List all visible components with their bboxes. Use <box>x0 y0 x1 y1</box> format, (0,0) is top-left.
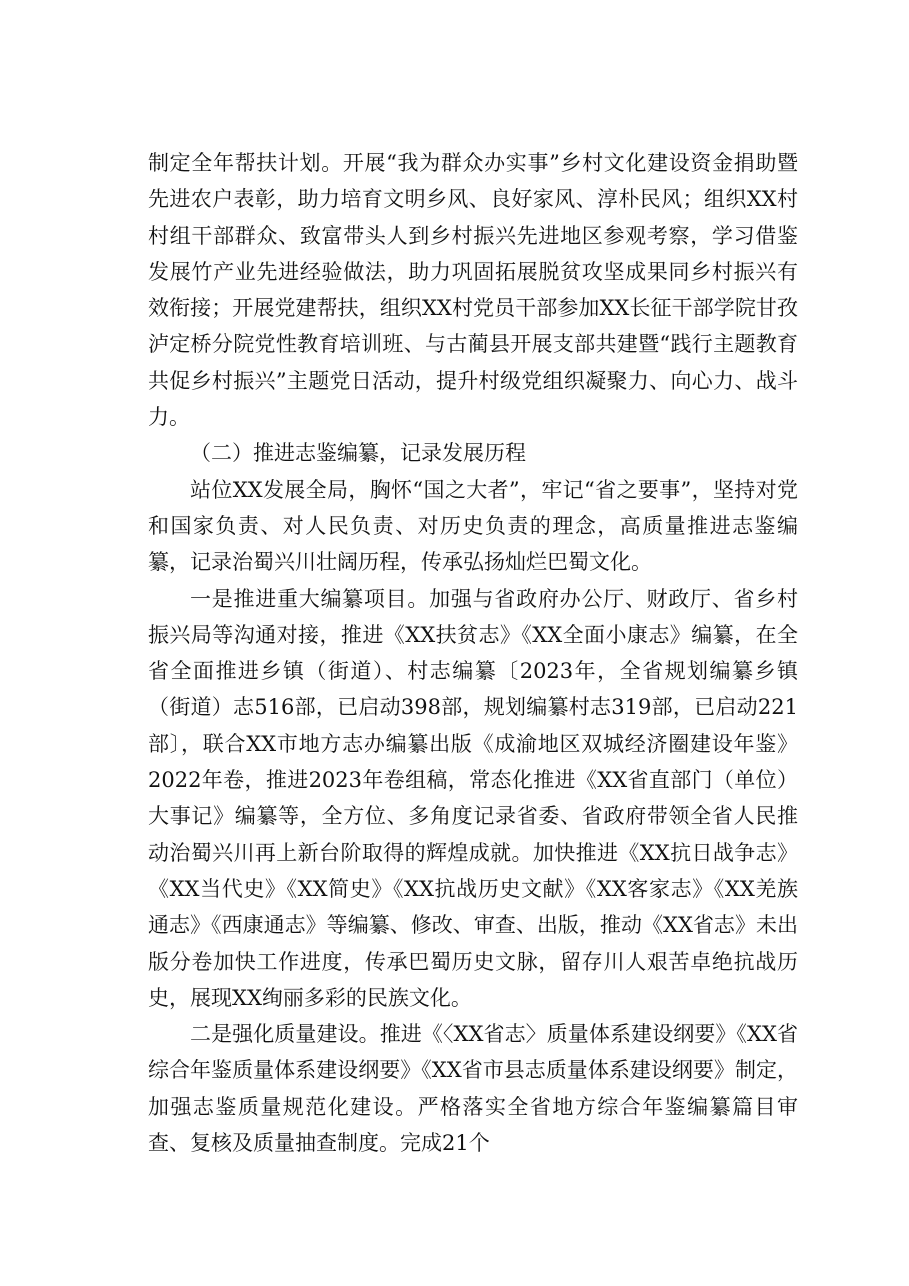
paragraph-overall-position: 站位XX发展全局，胸怀“国之大者”，牢记“省之要事”，坚持对党和国家负责、对人民负责、对历史负责的理念，高质量推进志鉴编纂，记录治蜀兴川壮阔历程，传承弘扬灿烂巴蜀文化。 <box>148 477 798 575</box>
document-body <box>148 145 798 1161</box>
paragraph-quality-building: 二是强化质量建设。推进《〈XX省志〉质量体系建设纲要》《XX省综合年鉴质量体系建设纲要》《XX省市县志质量体系建设纲要》制定，加强志鉴质量规范化建设。严格落实全省地方综合年鉴编纂篇目审查、复核及质量抽查制度。完成21个 <box>148 1022 798 1156</box>
paragraph-assistance-plan: 制定全年帮扶计划。开展“我为群众办实事”乡村文化建设资金捐助暨先进农户表彰，助力培育文明乡风、良好家风、淳朴民风；组织XX村村组干部群众、致富带头人到乡村振兴先进地区参观考察，学习借鉴发展竹产业先进经验做法，助力巩固拓展脱贫攻坚成果同乡村振兴有效衔接；开展党建帮扶，组织XX村党员干部参加XX长征干部学院甘孜泸定桥分院党性教育培训班、与古蔺县开展支部共建暨“践行主题教育共促乡村振兴”主题党日活动，提升村级党组织凝聚力、向心力、战斗力。 <box>148 151 798 430</box>
section-heading-gazetteer-compilation: （二）推进志鉴编纂，记录发展历程 <box>190 441 526 466</box>
paragraph-major-projects: 一是推进重大编纂项目。加强与省政府办公厅、财政厅、省乡村振兴局等沟通对接，推进《XX扶贫志》《XX全面小康志》编纂，在全省全面推进乡镇（街道）、村志编纂〔2023年，全省规划编纂乡镇（街道）志516部，已启动398部，规划编纂村志319部，已启动221部〕，联合XX市地方志办编纂出版《成渝地区双城经济圈建设年鉴》2022年卷，推进2023年卷组稿，常态化推进《XX省直部门（单位）大事记》编纂等，全方位、多角度记录省委、省政府带领全省人民推动治蜀兴川再上新台阶取得的辉煌成就。加快推进《XX抗日战争志》《XX当代史》《XX简史》《XX抗战历史文献》《XX客家志》《XX羌族通志》《西康通志》等编纂、修改、审查、出版，推动《XX省志》未出版分卷加快工作进度，传承巴蜀历史文脉，留存川人艰苦卓绝抗战历史，展现XX绚丽多彩的民族文化。 <box>148 586 798 1010</box>
